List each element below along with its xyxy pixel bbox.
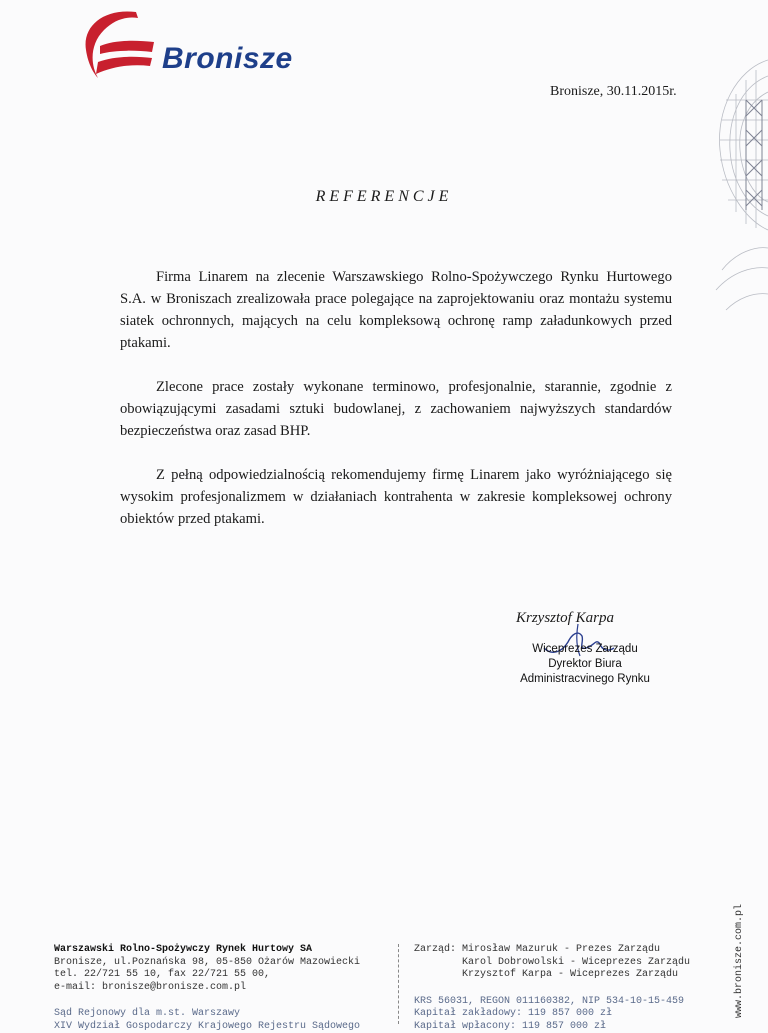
footer-registration: KRS 56031, REGON 011160382, NIP 534-10-15-459 [414,996,714,1009]
paragraph-1-text: Firma Linarem na zlecenie Warszawskiego Rolno-Spożywczego Rynku Hurtowego S.A. w Broniszach zrealizowała prace polegające na zaprojektowaniu oraz montażu systemu siatek ochronnych, mających na celu kompleksową ochronę ramp załadunkowych przed ptakami. [120,269,672,351]
paragraph-3-text: Z pełną odpowiedzialnością rekomendujemy firmę Linarem jako wyróżniającego się wysokim profesjonalizmem w działaniach kontrahenta w zakresie kompleksowej ochrony obiektów przed ptakami. [120,467,672,527]
swoosh-logo-icon [74,6,160,84]
footer-court-info [54,1008,394,1033]
official-stamp [500,642,670,687]
body-paragraph-3 [120,464,672,530]
signatory-name: Krzysztof Karpa [516,610,660,627]
footer-board-row: Krzysztof Karpa - Wiceprezes Zarządu [414,969,714,982]
stamp-line-3: Administracvinego Rynku [500,672,670,687]
brand-name: Bronisze [162,42,293,76]
footer-company-name: Warszawski Rolno-Spożywczy Rynek Hurtowy SA [54,944,394,957]
footer-board-row: Karol Dobrowolski - Wiceprezes Zarządu [414,957,714,970]
footer-share-capital: Kapitał zakładowy: 119 857 000 zł [414,1008,714,1021]
side-website-url: www.bronisze.com.pl [734,904,745,1018]
signature-block [500,610,660,627]
footer-divider [398,944,399,1024]
footer-paid-capital: Kapitał wpłacony: 119 857 000 zł [414,1021,714,1033]
footer-address: Bronisze, ul.Poznańska 98, 05-850 Ożarów Mazowiecki [54,957,394,970]
footer-court-line-1: Sąd Rejonowy dla m.st. Warszawy [54,1008,394,1021]
footer-email: e-mail: bronisze@bronisze.com.pl [54,982,394,995]
document-heading: REFERENCJE [0,188,768,206]
body-paragraph-1 [120,266,672,354]
footer-board-row: Zarząd: Mirosław Mazuruk - Prezes Zarządu [414,944,714,957]
footer-court-line-2: XIV Wydział Gospodarczy Krajowego Rejestru Sądowego [54,1021,394,1033]
body-paragraph-2 [120,376,672,442]
footer-phone-fax: tel. 22/721 55 10, fax 22/721 55 00, [54,969,394,982]
paragraph-2-text: Zlecone prace zostały wykonane terminowo, profesjonalnie, starannie, zgodnie z obowiązującymi zasadami sztuki budowlanej, z zachowaniem najwyższych standardów bezpieczeństwa oraz zasad BHP. [120,379,672,439]
company-logo [74,6,334,84]
footer-board-info [414,944,714,1033]
stamp-line-2: Dyrektor Biura [500,657,670,672]
date-line: Bronisze, 30.11.2015r. [550,84,677,100]
footer-company-info [54,944,394,1033]
footer-registration-info [414,996,714,1033]
stamp-line-1: Wiceprezes Zarządu [500,642,670,657]
